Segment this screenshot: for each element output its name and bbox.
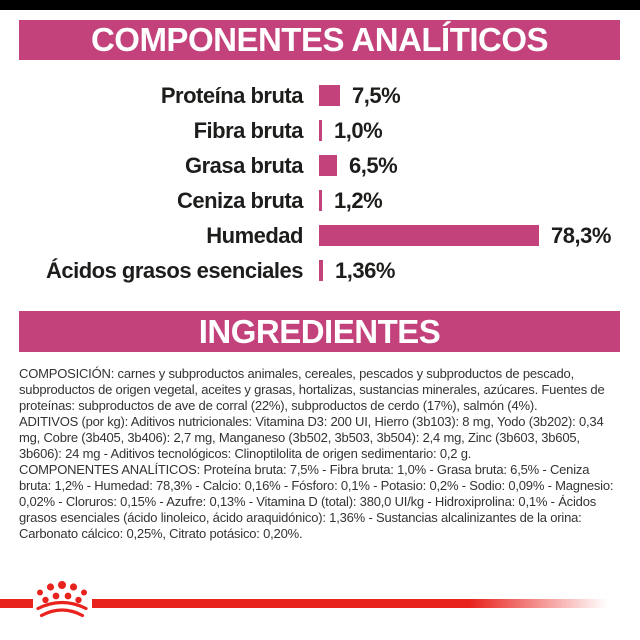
chart-row-value: 6,5% (349, 152, 398, 178)
analytical-components-chart (0, 78, 640, 288)
chart-row-value: 1,0% (334, 117, 383, 143)
top-black-bar (0, 0, 640, 10)
chart-row-bar (319, 120, 322, 141)
chart-row (0, 253, 640, 288)
brand-red-band-right (92, 599, 640, 608)
chart-row (0, 113, 640, 148)
chart-row-value: 7,5% (352, 82, 401, 108)
chart-row-label: Ácidos grasos esenciales (45, 257, 303, 283)
chart-row-label: Humedad (206, 222, 303, 248)
ingredients-paragraph: COMPONENTES ANALÍTICOS: Proteína bruta: 7,5% - Fibra bruta: 1,0% - Grasa bruta: 6,5% - Ceniza bruta: 1,2% - Humedad: 78,3% - Calcio: 0,16% - Fósforo: 0,1% - Potasio: 0,2% - Sodio: 0,09% - Magnesio: 0,02% - Cloruros: 0,15% - Azufre: 0,13% - Vitamina D (total): 380,0 UI/kg - Hidroxiprolina: 0,1% - Ácidos grasos esenciales (ácido linoleico, ácido araquidónico): 1,36% - Sustancias alcalinizantes de la orina: Carbonato cálcico: 0,25%, Citrato potásico: 0,20%. (19, 462, 614, 541)
ingredients-banner (19, 311, 620, 352)
ingredients-banner-title: INGREDIENTES (198, 312, 441, 350)
ingredients-paragraph: ADITIVOS (por kg): Aditivos nutricionales: Vitamina D3: 200 UI, Hierro (3b103): 8 mg, Yodo (3b202): 0,34 mg, Cobre (3b405, 3b406): 2,7 mg, Manganeso (3b502, 3b503, 3b504): 2,4 mg, Zinc (3b603, 3b605, 3b606): 24 mg - Aditivos tecnológicos: Clinoptilolita de origen sedimentario: 0,2 g. (19, 414, 604, 461)
chart-row-value: 78,3% (551, 222, 611, 248)
chart-row-label: Ceniza bruta (176, 187, 303, 213)
chart-row-bar (319, 225, 539, 246)
analytical-banner-title: COMPONENTES ANALÍTICOS (90, 21, 549, 58)
chart-row-bar (319, 190, 322, 211)
analytical-components-banner (19, 20, 620, 60)
chart-row-bar (319, 85, 340, 106)
chart-row-value: 1,2% (334, 187, 383, 213)
chart-row-value: 1,36% (335, 257, 395, 283)
chart-row (0, 78, 640, 113)
brand-red-band-left (0, 599, 33, 608)
chart-row (0, 148, 640, 183)
chart-row (0, 218, 640, 253)
chart-row (0, 183, 640, 218)
ingredients-paragraph: COMPOSICIÓN: carnes y subproductos animales, cereales, pescados y subproductos de pescado, subproductos de origen vegetal, aceites y grasas, hortalizas, sustancias minerales, azúcares. Fuentes de proteínas: subproductos de ave de corral (22%), subproductos de cerdo (17%), salmón (4%). (19, 366, 605, 413)
chart-row-label: Proteína bruta (160, 82, 303, 108)
royal-canin-crown-icon (33, 579, 91, 621)
chart-row-bar (319, 155, 337, 176)
chart-row-label: Grasa bruta (185, 152, 303, 178)
chart-row-label: Fibra bruta (193, 117, 303, 143)
ingredients-text-block (19, 366, 621, 542)
chart-row-bar (319, 260, 323, 281)
